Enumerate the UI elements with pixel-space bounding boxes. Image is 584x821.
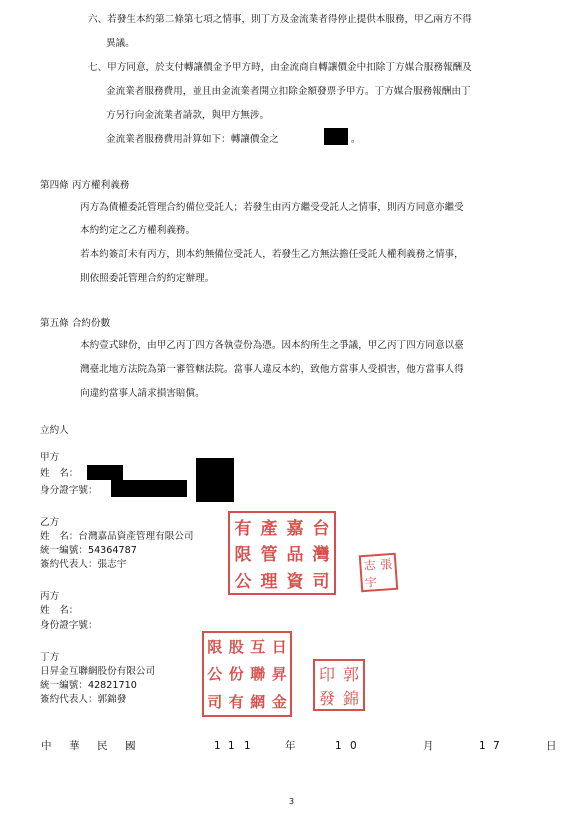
- seal-char: 限: [234, 545, 252, 566]
- date-digit: 0: [350, 740, 357, 752]
- redacted-party-a-id: [111, 480, 187, 497]
- clause-7-line-2: 金流業者服務費用，並且由金流業者開立扣除金額發票予甲方。丁方媒合服務報酬由丁: [106, 86, 471, 97]
- seal-char: 錦: [342, 688, 359, 708]
- party-b-title: 乙方: [40, 517, 60, 528]
- party-b-tax-id: 統一編號：54364787: [40, 545, 137, 556]
- seal-char: 聯: [250, 665, 266, 684]
- date-digit: 7: [493, 740, 500, 752]
- seal-char: 日: [271, 638, 287, 657]
- article-4-line-2: 本約約定之乙方權利義務。: [80, 225, 196, 236]
- seal-char: 股: [228, 638, 244, 657]
- party-d-company: 日昇金互聯網股份有限公司: [40, 666, 156, 677]
- clause-6-line-1: 六、若發生本約第二條第七項之情事，則丁方及金流業者得停止提供本服務，甲乙兩方不得: [88, 14, 472, 25]
- clause-7-line-4-suffix: 。: [351, 134, 361, 145]
- party-a-name-label: 姓 名：: [40, 468, 79, 479]
- seal-char: 有: [228, 692, 244, 711]
- seal-char: 嘉: [286, 518, 304, 539]
- clause-7-line-3: 方另行向金流業者請款，與甲方無涉。: [106, 110, 270, 121]
- seal-char: 司: [207, 692, 223, 711]
- seal-char: 產: [260, 518, 278, 539]
- redacted-party-a-name: [87, 465, 123, 480]
- party-c-name-label: 姓 名：: [40, 605, 79, 616]
- party-c-title: 丙方: [40, 591, 60, 602]
- date-digit: 1: [479, 740, 486, 752]
- seal-char: 管: [260, 545, 278, 566]
- clause-6-line-2: 異議。: [106, 38, 135, 49]
- party-d-representative: 簽約代表人：郭錦發: [40, 694, 127, 705]
- seal-char: 有: [234, 518, 252, 539]
- seal-char: 資: [286, 572, 304, 593]
- party-c-id-label: 身份證字號：: [40, 620, 98, 631]
- party-b-name: 姓 名：台灣嘉品資產管理有限公司: [40, 531, 194, 542]
- date-char: 華: [69, 740, 80, 752]
- party-d-company-seal: [202, 631, 292, 717]
- clause-7-line-4-prefix: 金流業者服務費用計算如下：轉讓價金之: [106, 134, 279, 145]
- seal-char: 印: [318, 664, 335, 684]
- date-digit: 1: [335, 740, 342, 752]
- seal-char: 理: [260, 572, 278, 593]
- seal-char: 金: [271, 692, 287, 711]
- seal-char: 限: [207, 638, 223, 657]
- date-month-label: 月: [423, 740, 434, 752]
- seal-char: 司: [312, 572, 330, 593]
- party-b-representative: 簽約代表人：張志宇: [40, 559, 127, 570]
- page-number: 3: [289, 797, 295, 806]
- article-4-line-3: 若本約簽訂未有丙方，則本約無備位受託人，若發生乙方無法擔任受託人權利義務之情事，: [80, 249, 464, 260]
- redacted-rate: [324, 128, 348, 145]
- date-year-label: 年: [285, 740, 296, 752]
- seal-char: 灣: [312, 545, 330, 566]
- article-4-line-1: 丙方為債權委託管理合約備位受託人；若發生由丙方繼受受託人之情事，則丙方同意亦繼受: [80, 202, 464, 213]
- seal-char: 昇: [271, 665, 287, 684]
- seal-char: 郭: [342, 664, 359, 684]
- seal-char: 品: [286, 545, 304, 566]
- party-b-personal-seal: [359, 553, 398, 592]
- date-digit: 1: [244, 740, 251, 752]
- redacted-party-a-signature: [196, 458, 234, 502]
- article-5-line-1: 本約壹式肆份，由甲乙丙丁四方各執壹份為憑。因本約所生之爭議，甲乙丙丁四方同意以臺: [80, 340, 464, 351]
- article-4-line-4: 則依照委託管理合約約定辦理。: [80, 273, 215, 284]
- party-d-personal-seal: [313, 659, 365, 711]
- seal-char: 互: [250, 638, 266, 657]
- clause-7-line-1: 七、甲方同意，於支付轉讓價金予甲方時，由金流商自轉讓價金中扣除丁方媒合服務報酬及: [88, 62, 472, 73]
- seal-char: 份: [228, 665, 244, 684]
- party-a-title: 甲方: [40, 452, 60, 463]
- seal-char: 張: [379, 557, 393, 572]
- date-digit: 1: [214, 740, 221, 752]
- party-d-title: 丁方: [40, 652, 60, 663]
- seal-char: 台: [312, 518, 330, 539]
- article-5-line-3: 向違約當事人請求損害賠償。: [80, 388, 205, 399]
- article-4-title: 第四條 丙方權利義務: [40, 180, 130, 191]
- seal-char: 發: [318, 688, 335, 708]
- date-day-label: 日: [546, 740, 557, 752]
- seal-char: 志: [363, 558, 377, 573]
- seal-char: 公: [207, 665, 223, 684]
- date-digit: 1: [228, 740, 235, 752]
- party-d-tax-id: 統一編號：42821710: [40, 680, 137, 691]
- seal-char: 宇: [364, 575, 378, 590]
- article-5-title: 第五條 合約份數: [40, 318, 111, 329]
- date-char: 國: [125, 740, 136, 752]
- seal-char: 網: [250, 692, 266, 711]
- party-a-id-label: 身分證字號：: [40, 485, 98, 496]
- date-char: 中: [41, 740, 52, 752]
- signatories-heading: 立約人: [40, 425, 69, 436]
- article-5-line-2: 灣臺北地方法院為第一審管轄法院。當事人違反本約，致他方當事人受損害，他方當事人得: [80, 364, 464, 375]
- party-b-company-seal: [228, 511, 336, 595]
- date-char: 民: [97, 740, 108, 752]
- seal-char: 公: [234, 572, 252, 593]
